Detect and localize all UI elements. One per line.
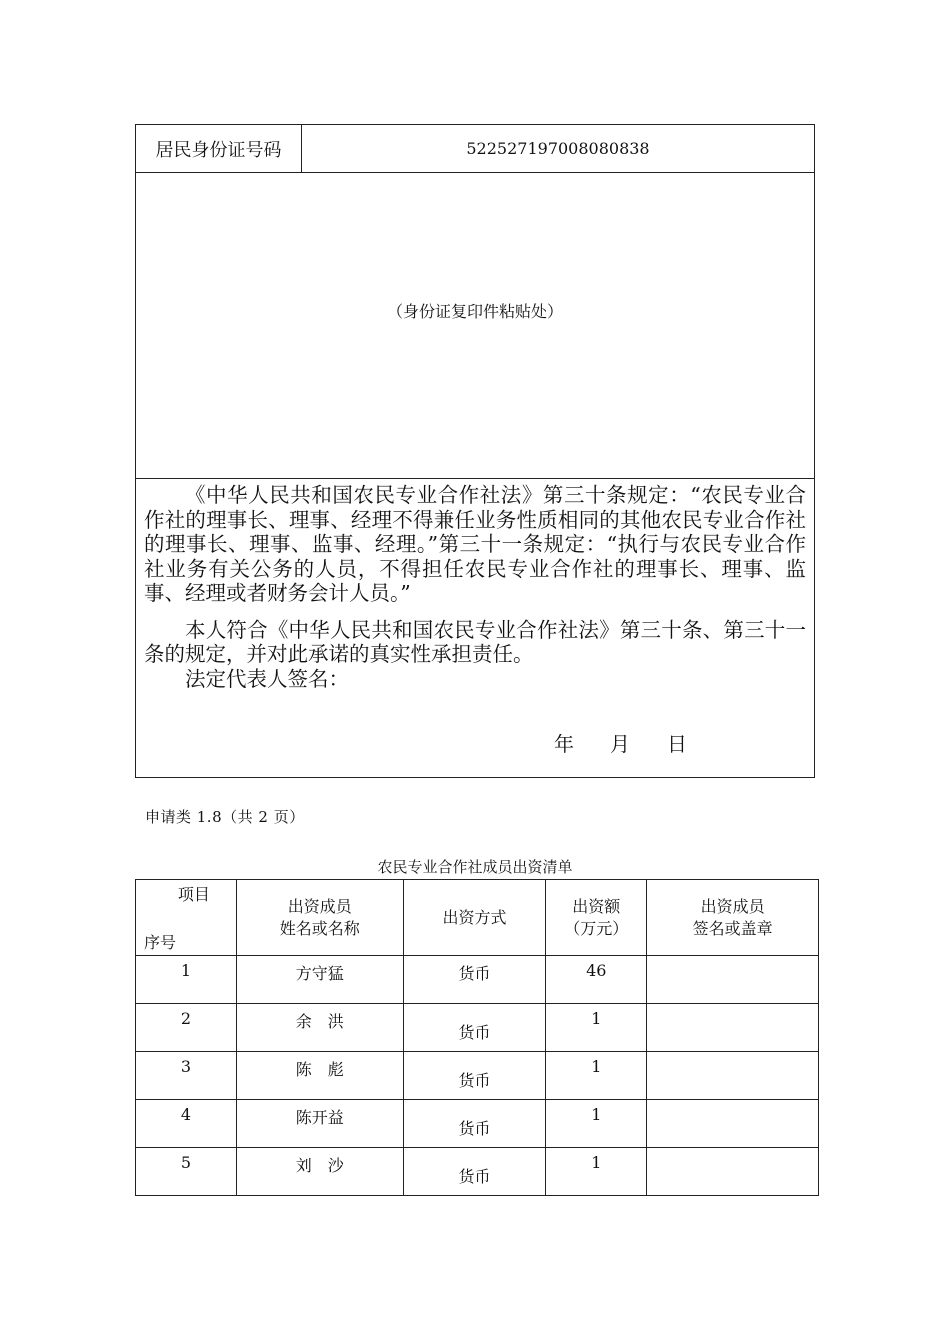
- row-method: 货币: [403, 1100, 546, 1148]
- header-member: [236, 880, 403, 956]
- row-method: 货币: [403, 1148, 546, 1196]
- table-row: [136, 1004, 819, 1052]
- row-method: 货币: [403, 1052, 546, 1100]
- header-sign-line1: 出资成员: [700, 896, 765, 916]
- row-sign: [647, 1004, 819, 1052]
- row-amount: 1: [546, 1004, 647, 1052]
- row-amount: 1: [546, 1052, 647, 1100]
- table-row: [136, 1148, 819, 1196]
- table-header-row: [136, 880, 819, 956]
- header-member-line2: 姓名或名称: [279, 918, 360, 938]
- header-diagonal-cell: [136, 880, 237, 956]
- row-amount: 46: [546, 956, 647, 1004]
- header-no-label: 序号: [144, 933, 177, 952]
- row-amount: 1: [546, 1100, 647, 1148]
- table-row: [136, 956, 819, 1004]
- table-title: 农民专业合作社成员出资清单: [377, 858, 573, 876]
- id-number-label: 居民身份证号码: [136, 125, 302, 172]
- row-no: 1: [136, 956, 237, 1004]
- id-card-form: [135, 124, 815, 778]
- row-no: 3: [136, 1052, 237, 1100]
- header-sign-line2: 签名或盖章: [692, 918, 773, 938]
- row-name: 方守猛: [236, 956, 403, 1004]
- commitment-paragraph: 本人符合《中华人民共和国农民专业合作社法》第三十条、第三十一条的规定，并对此承诺的真实性承担责任。: [144, 617, 806, 666]
- table-row: [136, 1052, 819, 1100]
- header-amount-line1: 出资额: [572, 896, 621, 916]
- header-amount-line2: （万元）: [564, 918, 629, 938]
- header-sign: [647, 880, 819, 956]
- id-copy-paste-area: [136, 173, 814, 479]
- table-row: [136, 1100, 819, 1148]
- row-sign: [647, 1148, 819, 1196]
- id-copy-paste-note: （身份证复印件粘贴处）: [386, 302, 563, 321]
- row-name: 陈 彪: [236, 1052, 403, 1100]
- law-statement: [144, 483, 806, 691]
- row-amount: 1: [546, 1148, 647, 1196]
- row-no: 5: [136, 1148, 237, 1196]
- contribution-table: [135, 879, 819, 1196]
- row-no: 4: [136, 1100, 237, 1148]
- signature-label: 法定代表人签名：: [185, 666, 349, 691]
- row-name: 陈开益: [236, 1100, 403, 1148]
- row-name: 余 洪: [236, 1004, 403, 1052]
- row-sign: [647, 1052, 819, 1100]
- header-member-line1: 出资成员: [287, 896, 352, 916]
- row-no: 2: [136, 1004, 237, 1052]
- date-year: 年: [554, 732, 574, 756]
- date-day: 日: [667, 732, 687, 756]
- page-note: 申请类 1.8（共 2 页）: [145, 808, 305, 826]
- id-number-row: [136, 125, 814, 173]
- row-sign: [647, 956, 819, 1004]
- law-paragraph: 《中华人民共和国农民专业合作社法》第三十条规定：“农民专业合作社的理事长、理事、经理不得兼任业务性质相同的其他农民专业合作社的理事长、理事、监事、经理。”第三十一条规定：“执行与农民专业合作社业务有关公务的人员，不得担任农民专业合作社的理事长、理事、监事、经理或者财务会计人员。”: [144, 483, 806, 605]
- header-item-label: 项目: [177, 885, 210, 904]
- id-number-value: 522527197008080838: [466, 139, 650, 158]
- row-sign: [647, 1100, 819, 1148]
- row-name: 刘 沙: [236, 1148, 403, 1196]
- date-month: 月: [610, 732, 630, 756]
- row-method: 货币: [403, 1004, 546, 1052]
- header-method: 出资方式: [403, 880, 546, 956]
- row-method: 货币: [403, 956, 546, 1004]
- header-amount: [546, 880, 647, 956]
